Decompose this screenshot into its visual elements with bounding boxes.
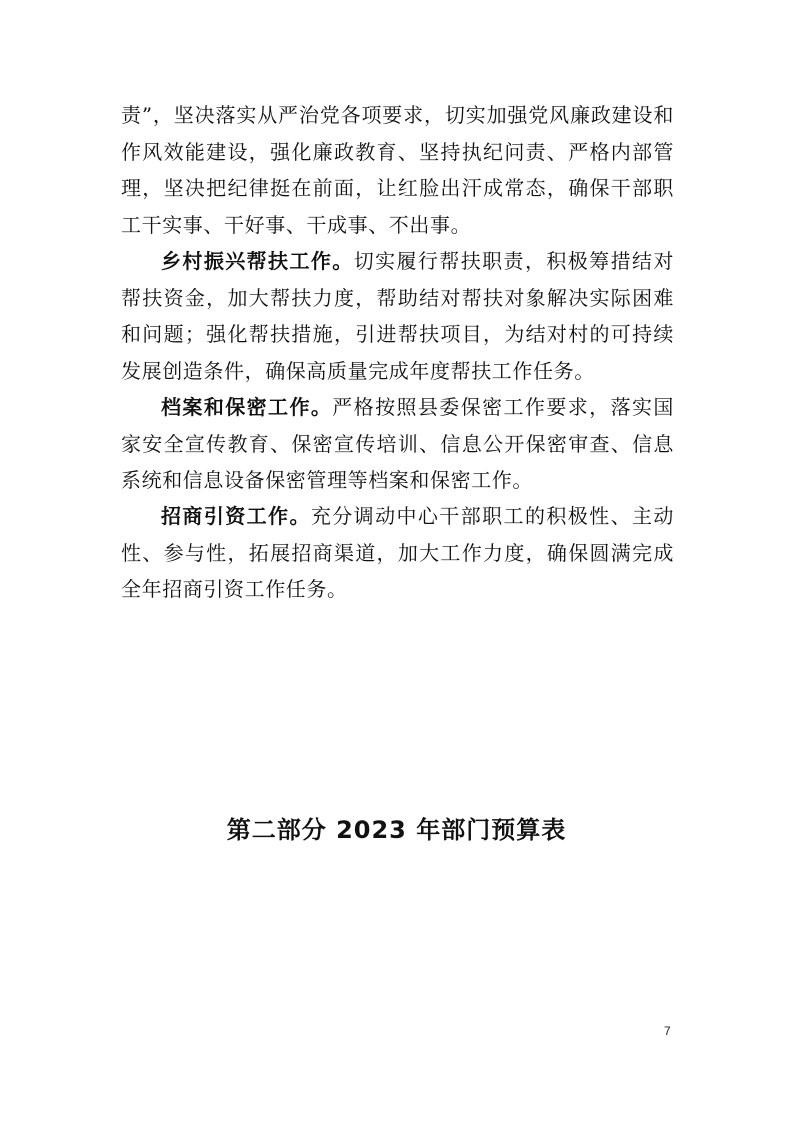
- paragraph-heading: 档案和保密工作。: [161, 395, 333, 419]
- paragraph-text: 责”，坚决落实从严治党各项要求，切实加强党风廉政建设和作风效能建设，强化廉政教育、坚持执纪问责、严格内部管理，坚决把纪律挺在前面，让红脸出汗成常态，确保干部职工干实事、干好事、干成事、不出事。: [121, 103, 674, 237]
- paragraph-rural-revitalization: [121, 243, 674, 389]
- paragraph-heading: 乡村振兴帮扶工作。: [161, 249, 354, 273]
- page-number: 7: [664, 1024, 671, 1038]
- paragraph-heading: 招商引资工作。: [161, 504, 311, 528]
- paragraph-archives-confidentiality: [121, 389, 674, 499]
- paragraph-text: 严格按照县委保密工作要求，落实国家安全宣传教育、保密宣传培训、信息公开保密审查、信息系统和信息设备保密管理等档案和保密工作。: [121, 395, 674, 492]
- part-title: 第二部分 2023 年部门预算表: [226, 816, 567, 844]
- paragraph-discipline: [121, 97, 674, 243]
- paragraph-text: 切实履行帮扶职责，积极筹措结对帮扶资金，加大帮扶力度，帮助结对帮扶对象解决实际困难和问题；强化帮扶措施，引进帮扶项目，为结对村的可持续发展创造条件，确保高质量完成年度帮扶工作任务。: [121, 249, 675, 383]
- paragraph-investment-attraction: [121, 498, 674, 608]
- paragraph-text: 充分调动中心干部职工的积极性、主动性、参与性，拓展招商渠道，加大工作力度，确保圆满完成全年招商引资工作任务。: [121, 504, 674, 601]
